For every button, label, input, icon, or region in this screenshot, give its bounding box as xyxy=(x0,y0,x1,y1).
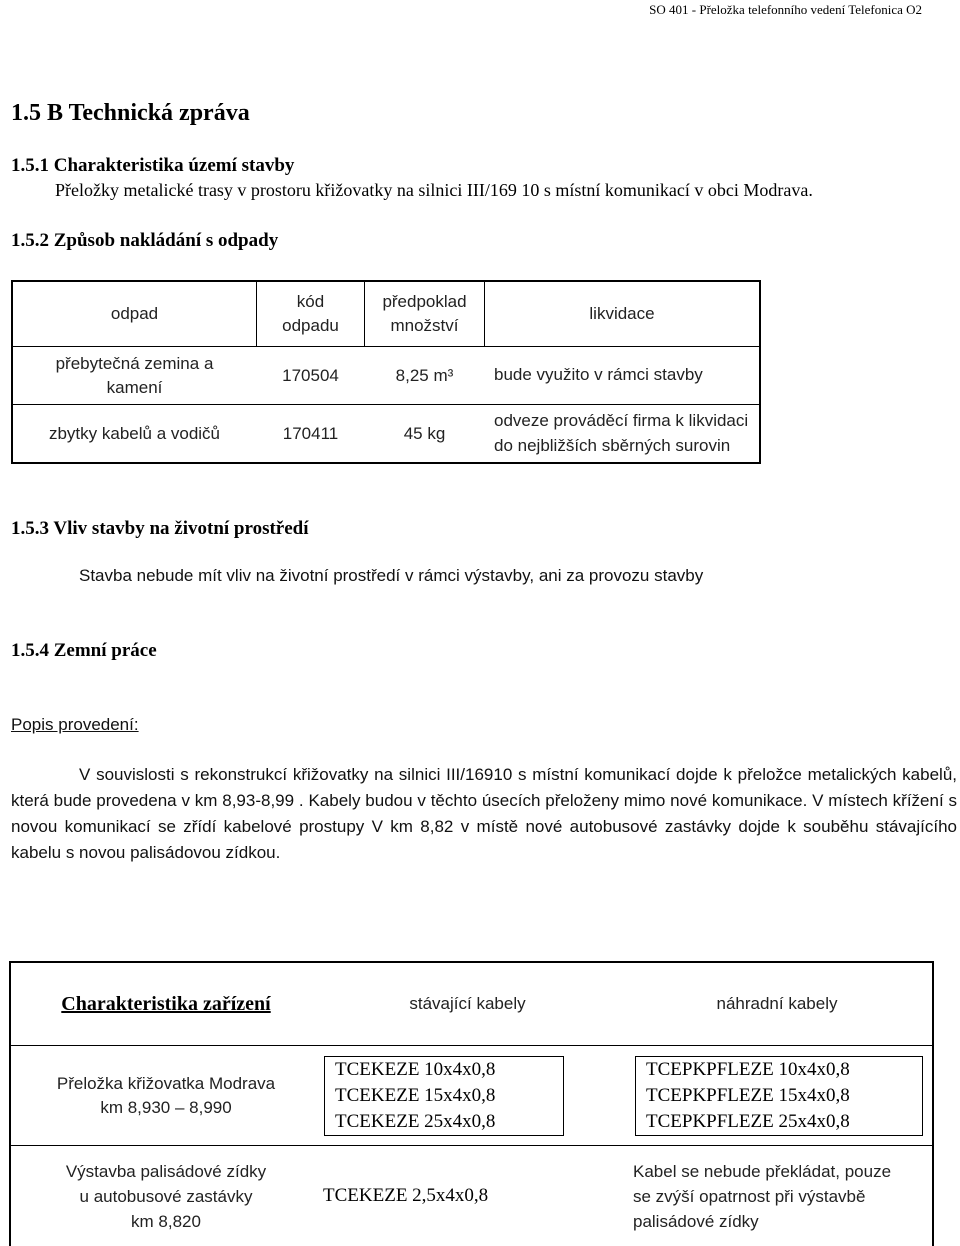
section-subheading-description: Popis provedení: xyxy=(11,715,139,734)
running-header: SO 401 - Přeložka telefonního vedení Telefonica O2 xyxy=(649,2,922,17)
waste-row-1-disposal: bude využito v rámci stavby xyxy=(494,365,703,385)
equipment-row-1-replacement: TCEPKPFLEZE 10x4x0,8 TCEPKPFLEZE 15x4x0,8 TCEPKPFLEZE 25x4x0,8 xyxy=(635,1056,923,1136)
waste-row-1-quantity: 8,25 m³ xyxy=(395,365,454,385)
equipment-row-2-existing: TCEKEZE 2,5x4x0,8 xyxy=(323,1184,489,1206)
waste-header-quantity: předpoklad množství xyxy=(382,292,467,335)
waste-row-1-code: 170504 xyxy=(282,365,339,385)
equipment-row-2-replacement: Kabel se nebude překládat, pouze se zvýší opatrnost při výstavbě palisádové zídky xyxy=(633,1161,892,1231)
equipment-header-existing: stávající kabely xyxy=(409,994,526,1014)
document-title: 1.5 B Technická zpráva xyxy=(11,100,250,126)
equipment-row-1-label: Přeložka křižovatka Modrava km 8,930 – 8,990 xyxy=(56,1073,276,1117)
waste-header-code: kód odpadu xyxy=(282,292,339,335)
section-text-1-5-1: Přeložky metalické trasy v prostoru křižovatky na silnici III/169 10 s místní komunikací v obci Modrava. xyxy=(55,180,813,200)
section-heading-1-5-4: 1.5.4 Zemní práce xyxy=(11,640,157,661)
waste-header-waste: odpad xyxy=(110,304,159,324)
section-text-1-5-3: Stavba nebude mít vliv na životní prostředí v rámci výstavby, ani za provozu stavby xyxy=(79,566,704,585)
equipment-row-1-existing: TCEKEZE 10x4x0,8 TCEKEZE 15x4x0,8 TCEKEZE 25x4x0,8 xyxy=(324,1056,564,1136)
section-heading-1-5-3: 1.5.3 Vliv stavby na životní prostředí xyxy=(11,518,309,539)
equipment-header-replacement: náhradní kabely xyxy=(716,994,838,1014)
equipment-header-characteristics: Charakteristika zařízení xyxy=(61,993,271,1015)
equipment-table xyxy=(9,961,934,1246)
waste-row-2-quantity: 45 kg xyxy=(403,423,446,443)
section-heading-1-5-2: 1.5.2 Způsob nakládání s odpady xyxy=(11,230,279,251)
waste-row-2-waste: zbytky kabelů a vodičů xyxy=(48,423,221,443)
waste-header-disposal: likvidace xyxy=(589,304,655,324)
waste-table xyxy=(11,280,761,464)
equipment-row-2-label: Výstavba palisádové zídky u autobusové zastávky km 8,820 xyxy=(65,1161,267,1231)
waste-row-1-waste: přebytečná zemina a kamení xyxy=(55,353,214,397)
section-paragraph-1-5-4: V souvislosti s rekonstrukcí křižovatky na silnici III/16910 s místní komunikací dojde k přeložce metalických kabelů, která bude provedena v km 8,93-8,99 . Kabely budou v těchto úsecích přeloženy mimo nové komunikace. V místech křížení s novou komunikací se zřídí kabelové prostupy V km 8,82 v místě nové autobusové zastávky dojde k souběhu stávajícího kabelu s novou palisádovou zídkou. xyxy=(11,765,957,862)
section-heading-1-5-1: 1.5.1 Charakteristika území stavby xyxy=(11,155,295,176)
waste-row-2-disposal: odveze prováděcí firma k likvidaci do nejbližších sběrných surovin xyxy=(494,410,749,455)
waste-row-2-code: 170411 xyxy=(282,423,339,443)
